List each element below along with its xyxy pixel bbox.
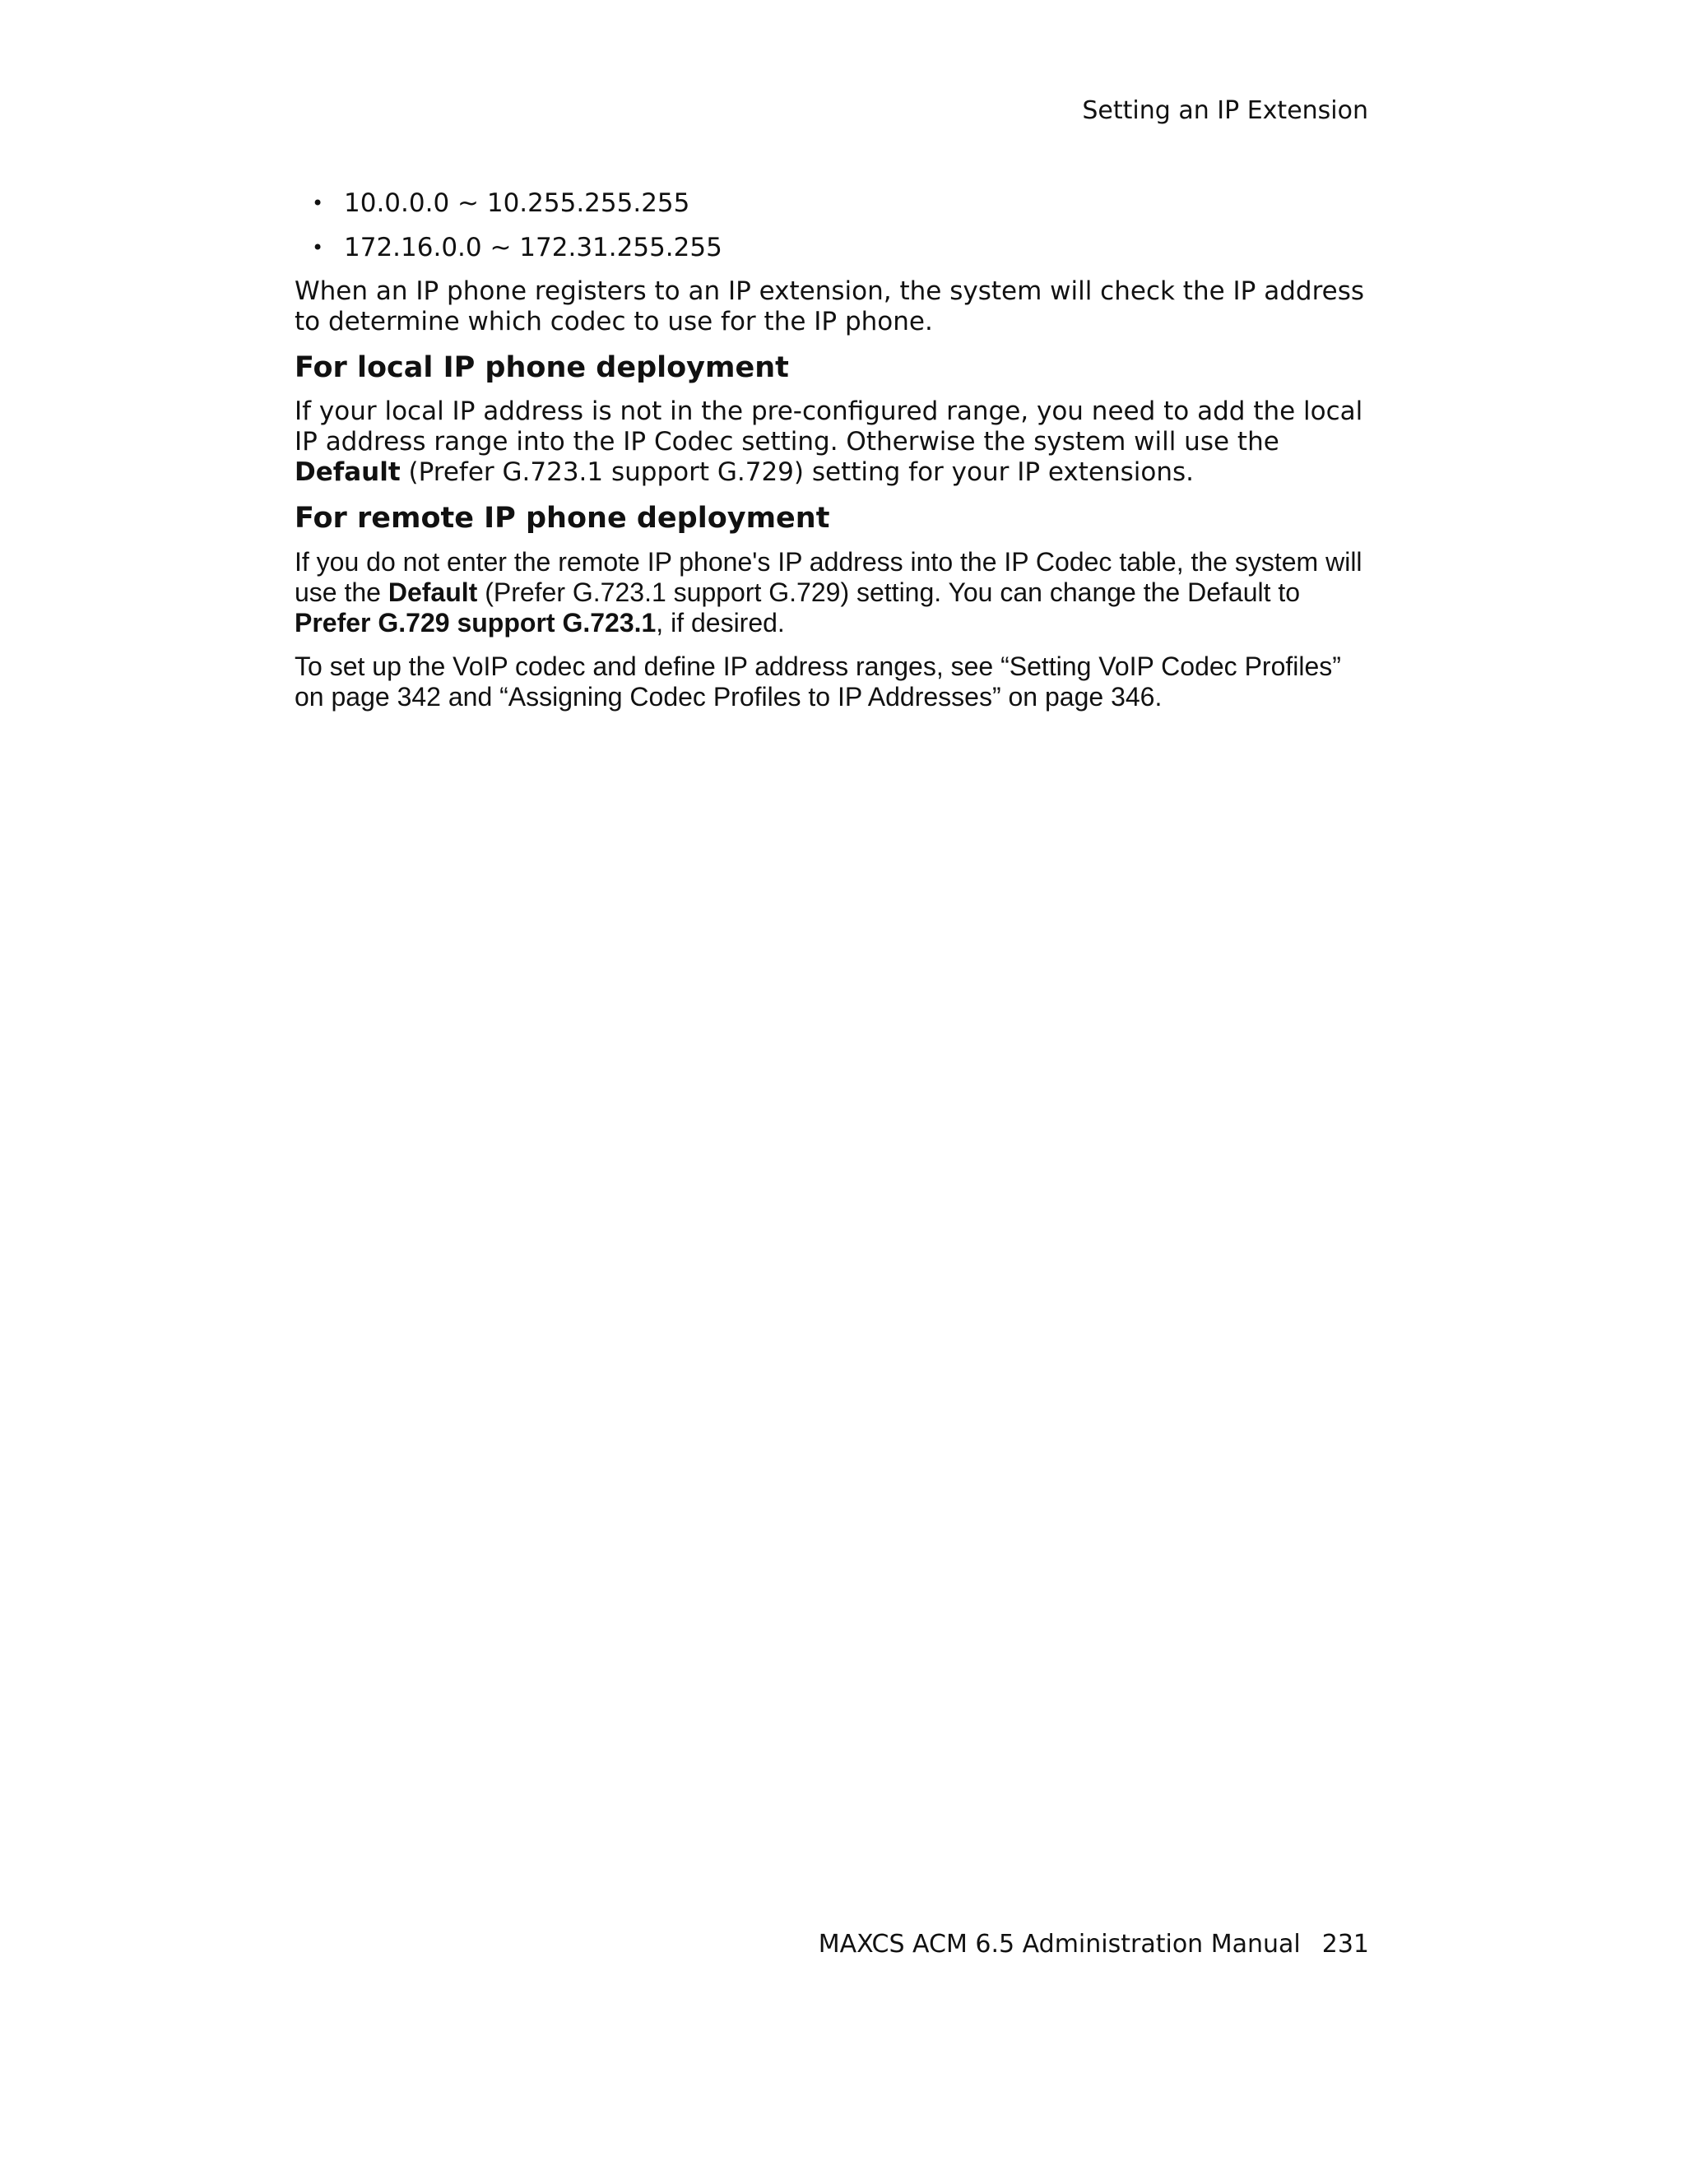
ip-range-2: 172.16.0.0 ~ 172.31.255.255 <box>344 233 722 262</box>
remote-bold-prefer: Prefer G.729 support G.723.1 <box>295 608 657 638</box>
remote-text-2: (Prefer G.723.1 support G.729) setting. You can change the Default to <box>477 577 1301 607</box>
local-deployment-heading: For local IP phone deployment <box>295 351 789 384</box>
remote-deployment-heading: For remote IP phone deployment <box>295 502 830 535</box>
remote-text-1: If you do not enter the remote IP phone's IP address into the IP Codec table, the system will use the <box>295 547 1362 607</box>
list-item <box>295 188 1372 219</box>
intro-paragraph: When an IP phone registers to an IP extension, the system will check the IP address to determine which codec to use for the IP phone. <box>295 276 1365 336</box>
bullet-icon: • <box>312 192 324 215</box>
bullet-icon: • <box>312 236 324 259</box>
running-header: Setting an IP Extension <box>1082 96 1368 125</box>
closing-paragraph: To set up the VoIP codec and define IP address ranges, see “Setting VoIP Codec Profiles” on page 342 and “Assigning Codec Profiles to IP Addresses” on page 346. <box>295 651 1341 712</box>
page-content <box>295 188 1372 726</box>
manual-title: MAXCS ACM 6.5 Administration Manual <box>818 1930 1301 1959</box>
ip-range-1: 10.0.0.0 ~ 10.255.255.255 <box>344 188 690 218</box>
remote-text-3: , if desired. <box>656 608 785 638</box>
local-text-1: If your local IP address is not in the pre-configured range, you need to add the local IP address range into the IP Codec setting. Otherwise the system will use the <box>295 396 1363 457</box>
ip-range-list <box>295 188 1372 263</box>
local-bold-default: Default <box>295 457 401 487</box>
local-deployment-paragraph <box>295 396 1372 488</box>
remote-deployment-paragraph <box>295 547 1372 638</box>
page-number: 231 <box>1321 1930 1369 1959</box>
remote-bold-default: Default <box>388 577 478 607</box>
running-footer <box>819 1930 1369 1959</box>
local-text-2: (Prefer G.723.1 support G.729) setting for your IP extensions. <box>400 457 1195 487</box>
list-item <box>295 232 1372 263</box>
